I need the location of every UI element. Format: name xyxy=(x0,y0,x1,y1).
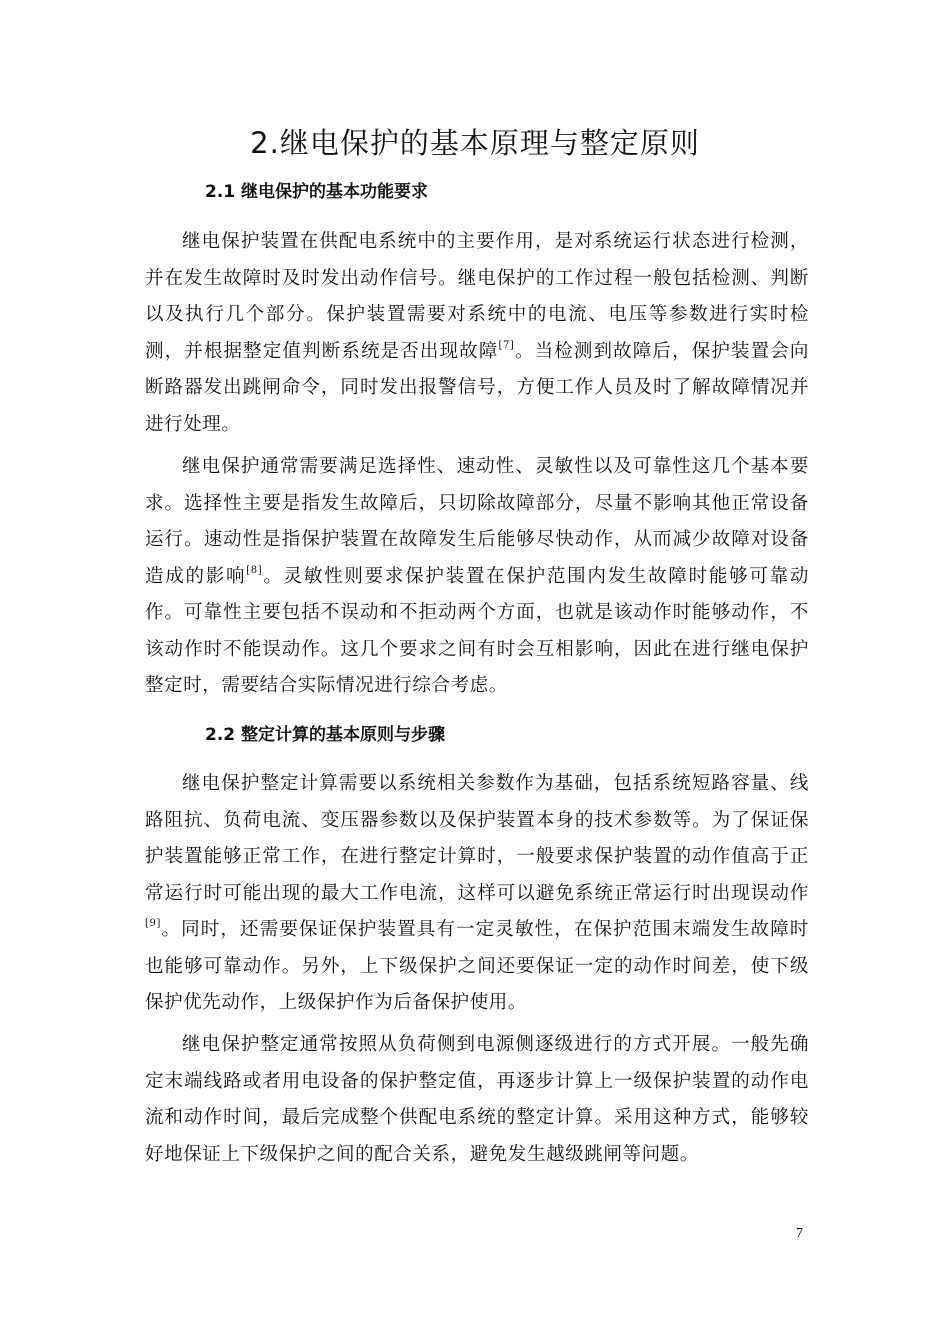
citation-ref: [8] xyxy=(246,564,263,576)
paragraph xyxy=(145,766,809,1022)
paragraph: 继电保护整定通常按照从负荷侧到电源侧逐级进行的方式开展。一般先确定末端线路或者用电设备的保护整定值，再逐步计算上一级保护装置的动作电流和动作时间，最后完成整个供配电系统的整定计算。采用这种方式，能够较好地保证上下级保护之间的配合关系，避免发生越级跳闸等问题。 xyxy=(145,1034,809,1165)
citation-ref: [9] xyxy=(145,918,161,929)
chapter-title: 2.继电保护的基本原理与整定原则 xyxy=(250,126,700,160)
section-title-2-2: 2.2 整定计算的基本原则与步骤 xyxy=(205,725,446,745)
paragraph-text: 继电保护整定计算需要以系统相关参数作为基础，包括系统短路容量、线路阻抗、负荷电流、变压器参数以及保护装置本身的技术参数等。为了保证保护装置能够正常工作，在进行整定计算时，一般要求保护装置的动作值高于正常运行时可能出现的最大工作电流，这样可以避免系统正常运行时出现误动作 xyxy=(145,773,809,904)
paragraph-text: 继电保护装置在供配电系统中的主要作用，是对系统运行状态进行检测，并在发生故障时及时发出动作信号。继电保护的工作过程一般包括检测、判断以及执行几个部分。保护装置需要对系统中的电流、电压等参数进行实时检测，并根据整定值判断系统是否出现故障 xyxy=(145,231,809,362)
citation-ref: [7] xyxy=(498,339,515,351)
section-title-2-1: 2.1 继电保护的基本功能要求 xyxy=(205,182,429,202)
paragraph-text: 。灵敏性则要求保护装置在保护范围内发生故障时能够可靠动作。可靠性主要包括不误动和不拒动两个方面，也就是该动作时能够动作，不该动作时不能误动作。这几个要求之间有时会互相影响，因此在进行继电保护整定时，需要结合实际情况进行综合考虑。 xyxy=(145,565,809,696)
page-number: 7 xyxy=(796,1226,803,1241)
paragraph-text: 。当检测到故障后，保护装置会向断路器发出跳闸命令，同时发出报警信号，方便工作人员及时了解故障情况并进行处理。 xyxy=(145,340,809,435)
paragraph xyxy=(145,224,809,443)
paragraph xyxy=(145,449,809,705)
paragraph-text: 继电保护通常需要满足选择性、速动性、灵敏性以及可靠性这几个基本要求。选择性主要是指发生故障后，只切除故障部分，尽量不影响其他正常设备运行。速动性是指保护装置在故障发生后能够尽快动作，从而减少故障对设备造成的影响 xyxy=(145,456,809,587)
paragraph-text: 。同时，还需要保证保护装置具有一定灵敏性，在保护范围末端发生故障时也能够可靠动作。另外，上下级保护之间还要保证一定的动作时间差，使下级保护优先动作，上级保护作为后备保护使用。 xyxy=(145,919,809,1013)
